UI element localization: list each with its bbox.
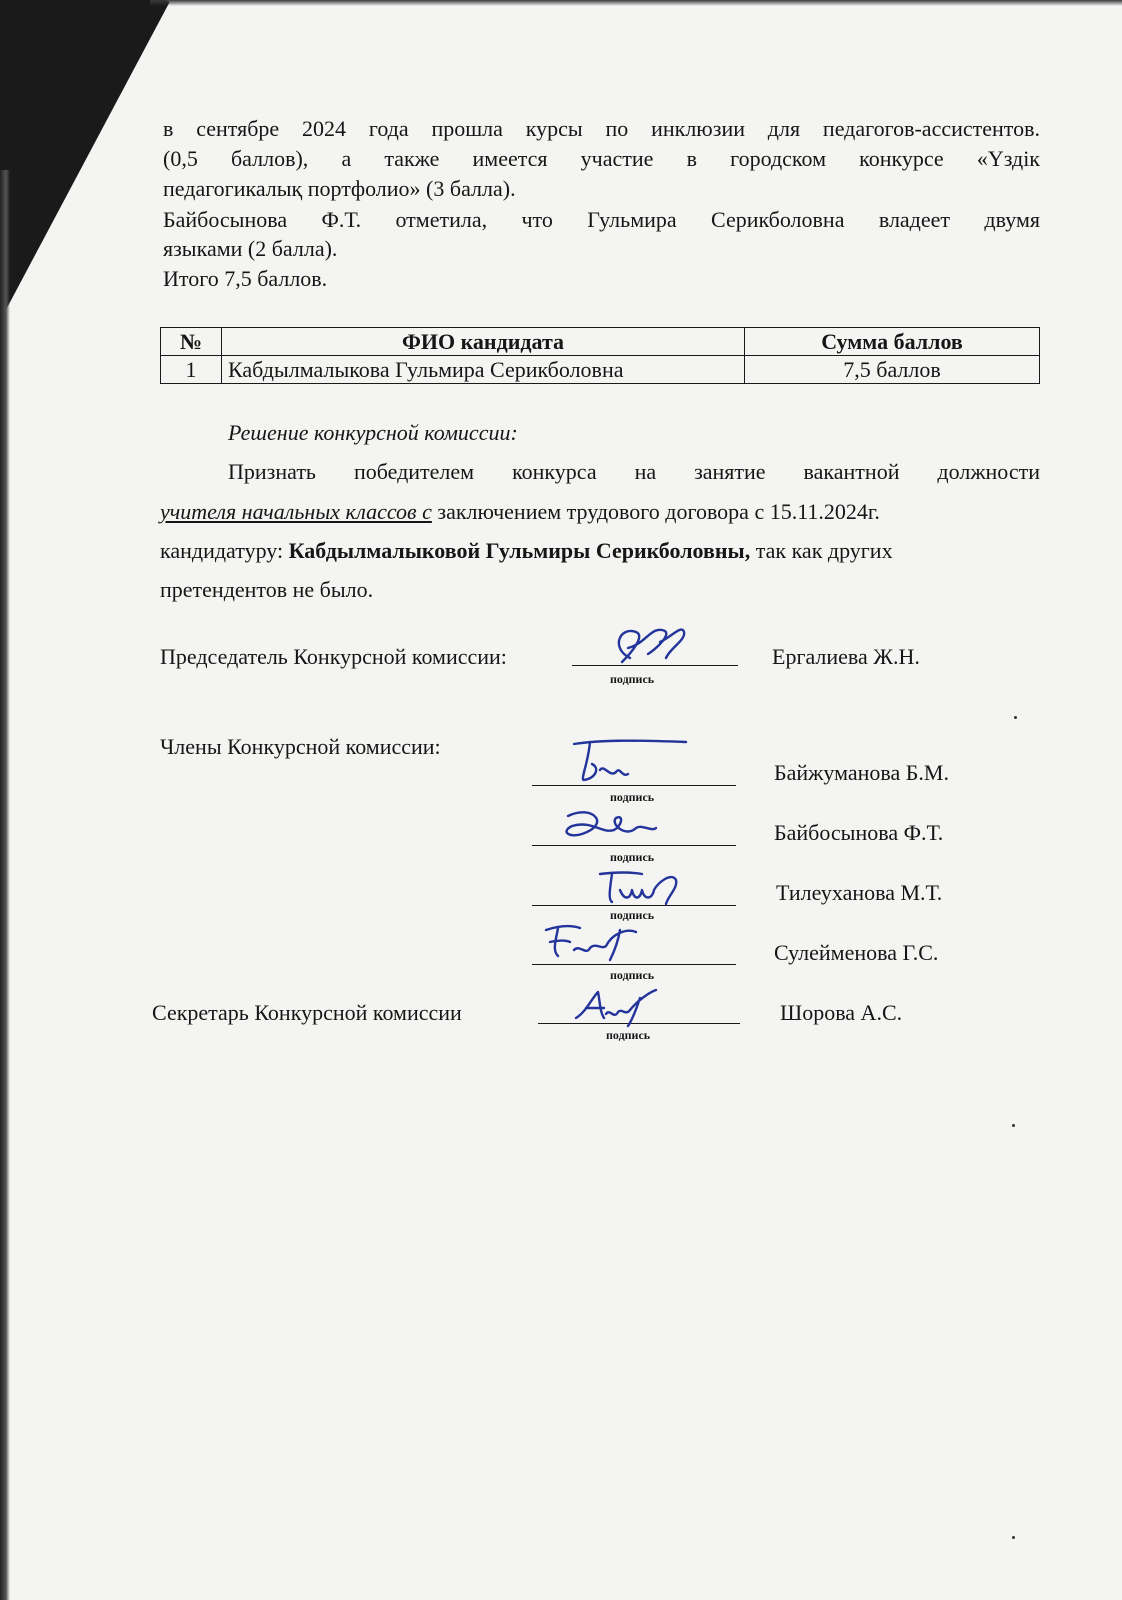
secretary-signature [570, 986, 666, 1030]
decision-line [160, 535, 1040, 567]
table-header-row [161, 328, 1040, 356]
decision-line [160, 496, 1040, 528]
reason-text: так как других [750, 538, 893, 563]
body-line: педагогикалық портфолио» (3 балла). [163, 176, 516, 201]
row-score-sum: 7,5 баллов [745, 356, 1040, 384]
chair-sign-caption: подпись [610, 672, 655, 686]
scan-edge-shadow [0, 170, 10, 1600]
member-sign-caption: подпись [610, 908, 655, 922]
member-name: Сулейменова Г.С. [774, 940, 939, 965]
winner-name: Кабдылмалыковой Гульмиры Серикболовны, [288, 538, 751, 563]
decision-title: Решение конкурсной комиссии: [228, 420, 518, 445]
member-signature [596, 866, 692, 912]
row-candidate-name: Кабдылмалыкова Гульмира Серикболовна [222, 356, 745, 384]
scan-top-shadow [150, 0, 1122, 6]
member-signature [570, 734, 700, 790]
member-signature [540, 920, 652, 966]
header-candidate-name: ФИО кандидата [222, 328, 745, 356]
total-line: Итого 7,5 баллов. [163, 266, 328, 291]
header-number: № [161, 328, 222, 356]
score-table [160, 327, 1040, 384]
chair-label: Председатель Конкурсной комиссии: [160, 644, 507, 669]
body-line: (0,5 баллов), а также имеется участие в городском конкурсе «Үздік [163, 146, 1040, 171]
member-name: Тилеуханова М.Т. [776, 880, 943, 905]
body-line: языками (2 балла). [163, 236, 338, 261]
body-line: Байбосынова Ф.Т. отметила, что Гульмира Серикболовна владеет двумя [163, 207, 1040, 232]
decision-line: Признать победителем конкурса на занятие вакантной должности [228, 459, 1040, 484]
row-number: 1 [161, 356, 222, 384]
header-score-sum: Сумма баллов [745, 328, 1040, 356]
scan-speck [1014, 716, 1017, 719]
secretary-name: Шорова А.С. [780, 1000, 903, 1025]
member-name: Байбосынова Ф.Т. [774, 820, 944, 845]
chair-name: Ергалиева Ж.Н. [772, 644, 920, 669]
chair-signature [600, 618, 700, 678]
member-sign-caption: подпись [610, 850, 655, 864]
position-name: учителя начальных классов с [160, 499, 432, 524]
secretary-label: Секретарь Конкурсной комиссии [152, 1000, 462, 1025]
members-label: Члены Конкурсной комиссии: [160, 734, 441, 759]
scan-corner-shadow [0, 0, 170, 461]
member-sign-caption: подпись [610, 790, 655, 804]
member-sign-caption: подпись [610, 968, 655, 982]
contract-text: заключением трудового договора с 15.11.2024г. [431, 499, 880, 524]
scan-speck [1012, 1124, 1015, 1127]
member-signature [552, 804, 662, 850]
member-name: Байжуманова Б.М. [774, 760, 949, 785]
body-line: в сентябре 2024 года прошла курсы по инклюзии для педагогов-ассистентов. [163, 116, 1040, 141]
scan-speck [1012, 1536, 1015, 1539]
candidate-prefix: кандидатуру: [160, 538, 289, 563]
table-row [161, 356, 1040, 384]
secretary-sign-caption: подпись [606, 1028, 651, 1042]
decision-line: претендентов не было. [160, 577, 374, 602]
